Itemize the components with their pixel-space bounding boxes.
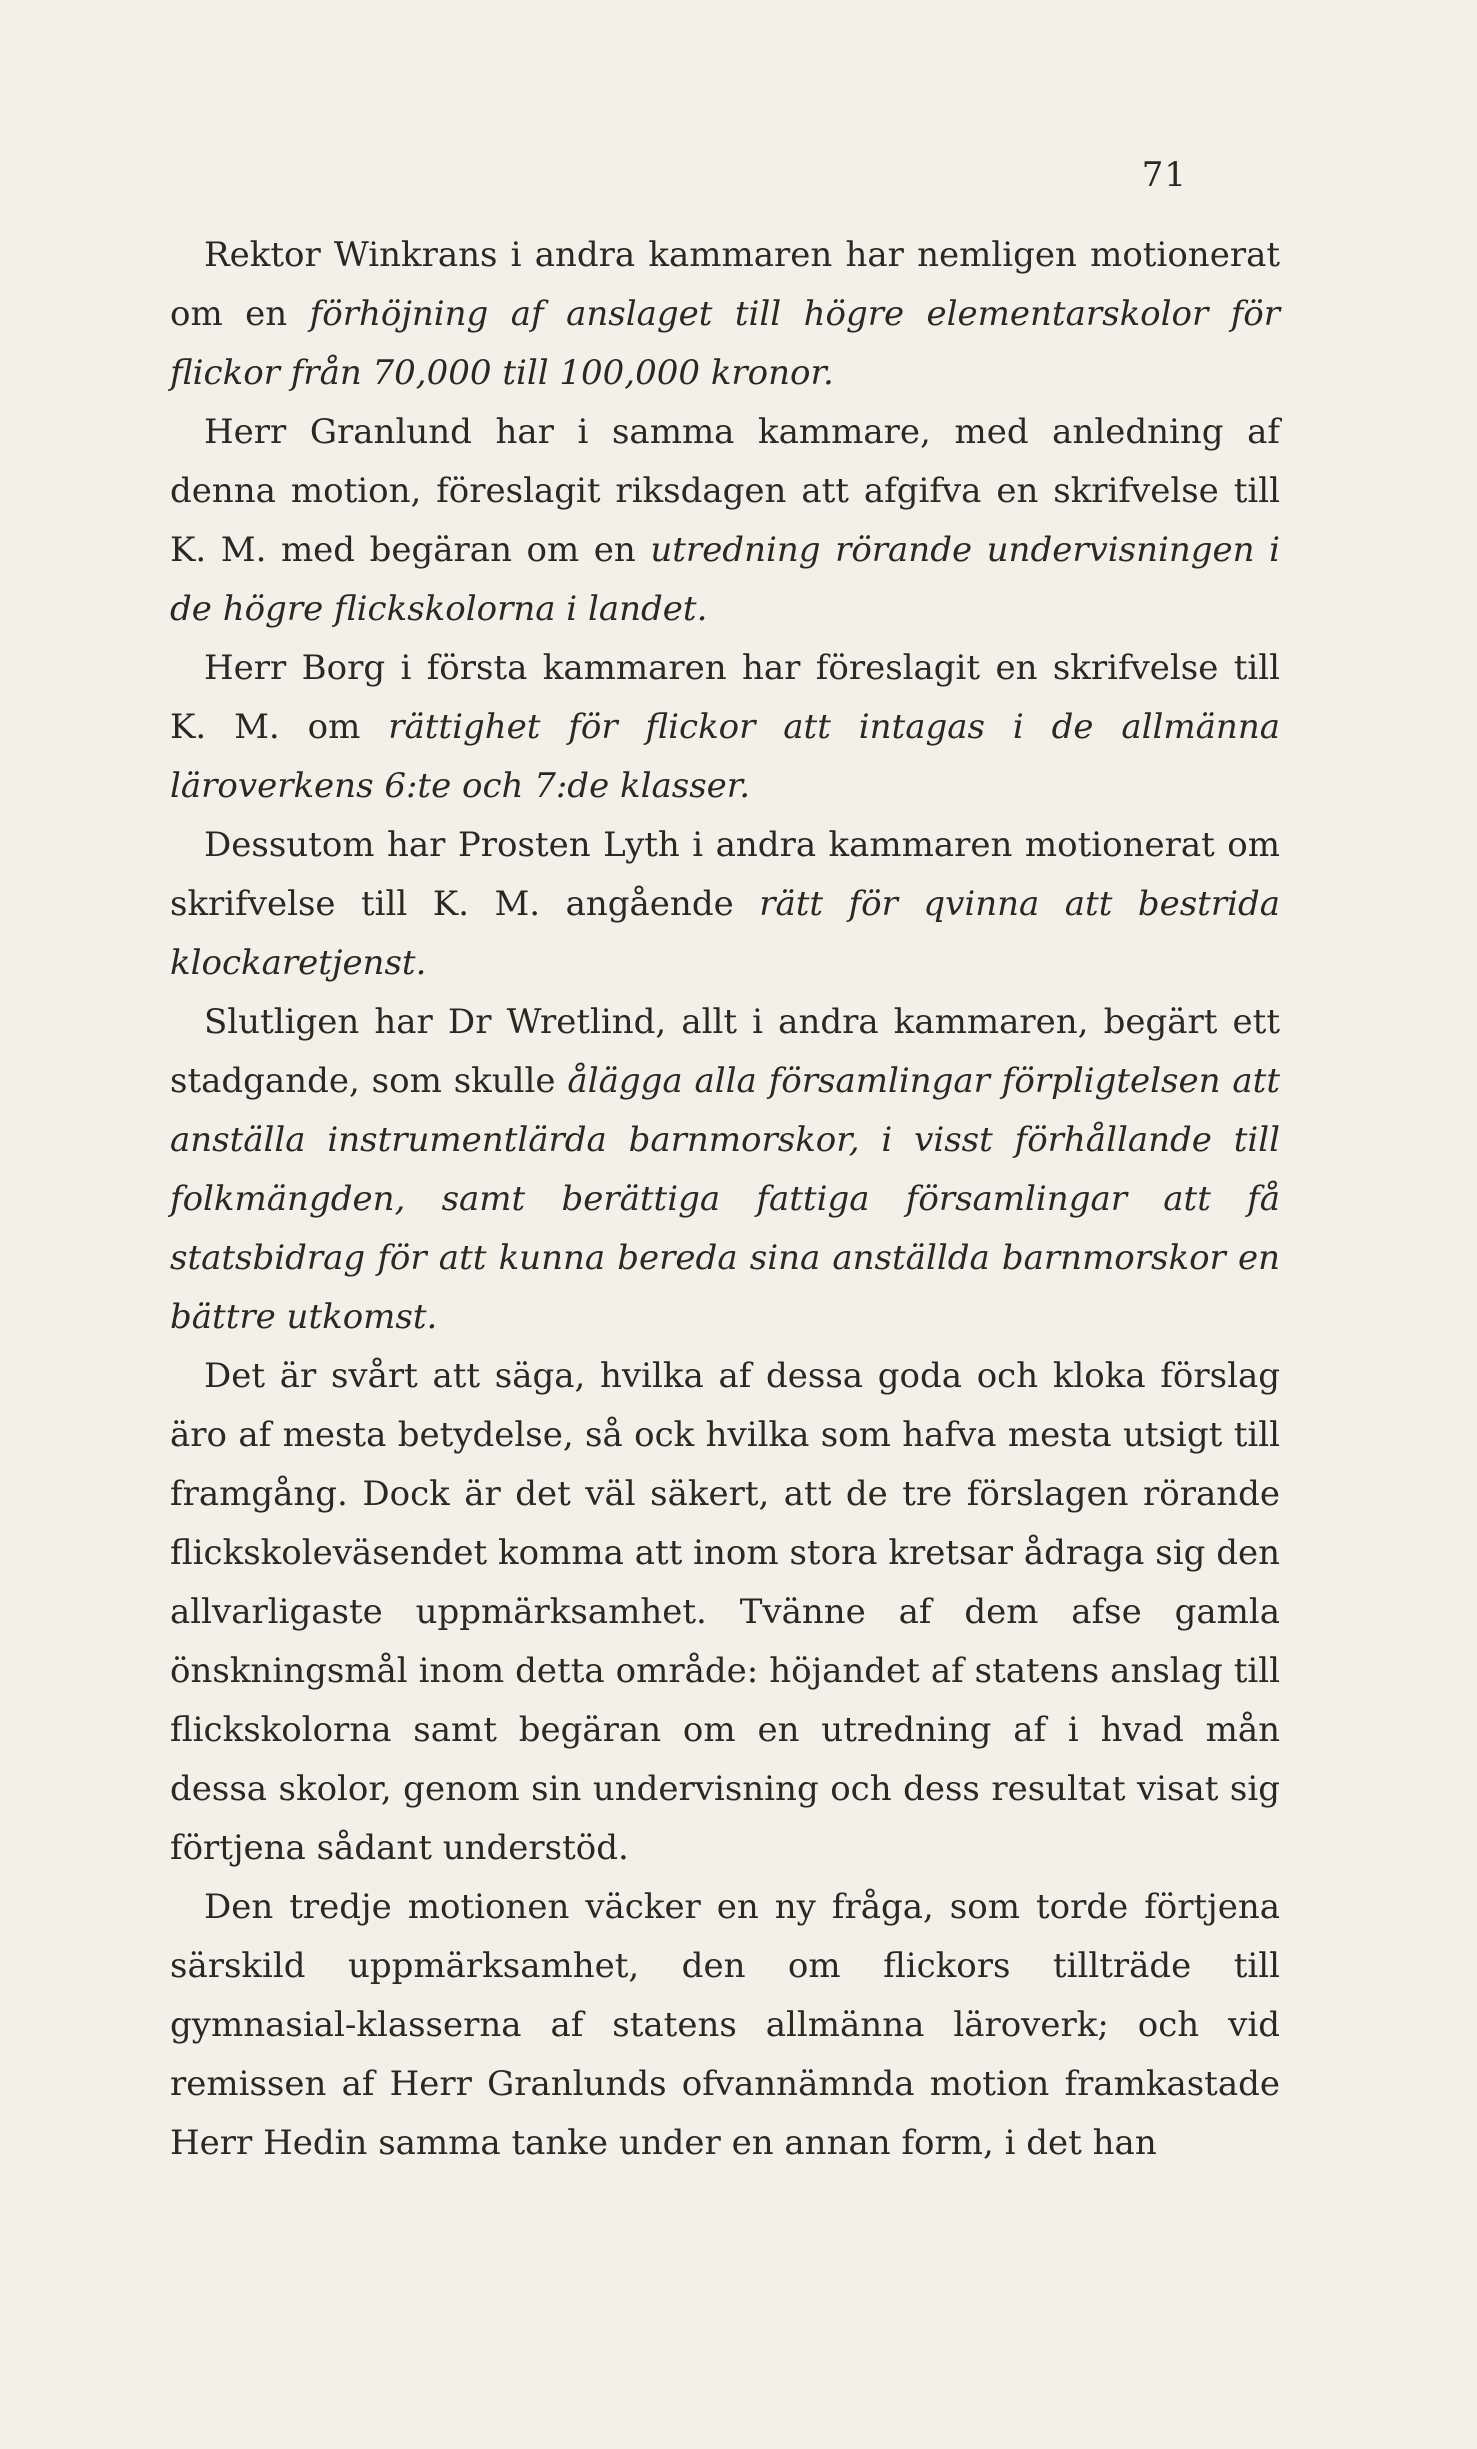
text-segment: Rektor Winkrans i andra kammaren har nemligen motionerat om en [170,235,1280,334]
page-number: 71 [1141,155,1187,195]
italic-text-segment: rättighet för flickor att intagas i de allmänna läroverkens 6:te och 7:de klasser. [170,707,1280,806]
italic-text-segment: förhöjning af anslaget till högre elementarskolor för flickor från 70,000 till 100,000 kronor. [170,294,1281,393]
text-segment: Den tredje motionen väcker en ny fråga, som torde förtjena särskild uppmärksamhet, den om flickors tillträde till gymnasial-klasserna af statens allmänna läroverk; och vid remissen af Herr Granlunds ofvannämnda motion framkastade Herr Hedin samma tanke under en annan form, i det han [170,1887,1280,2163]
italic-text-segment: rätt för qvinna att bestrida klockaretjenst. [170,884,1281,983]
paragraph [170,1878,1280,2173]
text-segment: Herr Borg i första kammaren har föreslagit en skrifvelse till K. M. om [170,648,1280,747]
text-segment: Herr Granlund har i samma kammare, med anledning af denna motion, föreslagit riksdagen att afgifva en skrifvelse till K. M. med begäran om en [170,412,1280,570]
italic-text-segment: ålägga alla församlingar förpligtelsen att anställa instrumentlärda barnmorskor, i visst förhållande till folkmängden, samt berättiga fattiga församlingar att få statsbidrag för att kunna bereda sina anställda barnmorskor en bättre utkomst. [170,1061,1280,1337]
paragraph [170,403,1280,639]
paragraph [170,1347,1280,1878]
body-text [170,226,1280,2173]
text-segment: Det är svårt att säga, hvilka af dessa goda och kloka förslag äro af mesta betydelse, så ock hvilka som hafva mesta utsigt till framgång. Dock är det väl säkert, att de tre förslagen rörande flickskoleväsendet komma att inom stora kretsar ådraga sig den allvarligaste uppmärksamhet. Tvänne af dem afse gamla önskningsmål inom detta område: höjandet af statens anslag till flickskolorna samt begäran om en utredning af i hvad mån dessa skolor, genom sin undervisning och dess resultat visat sig förtjena sådant understöd. [170,1356,1280,1868]
paragraph [170,993,1280,1347]
text-segment: Dessutom har Prosten Lyth i andra kammaren motionerat om skrifvelse till K. M. angående [170,825,1280,924]
paragraph [170,226,1280,403]
italic-text-segment: utredning rörande undervisningen i de högre flickskolorna i landet. [170,530,1280,629]
text-segment: Slutligen har Dr Wretlind, allt i andra kammaren, begärt ett stadgande, som skulle [170,1002,1280,1101]
paragraph [170,639,1280,816]
paragraph [170,816,1280,993]
